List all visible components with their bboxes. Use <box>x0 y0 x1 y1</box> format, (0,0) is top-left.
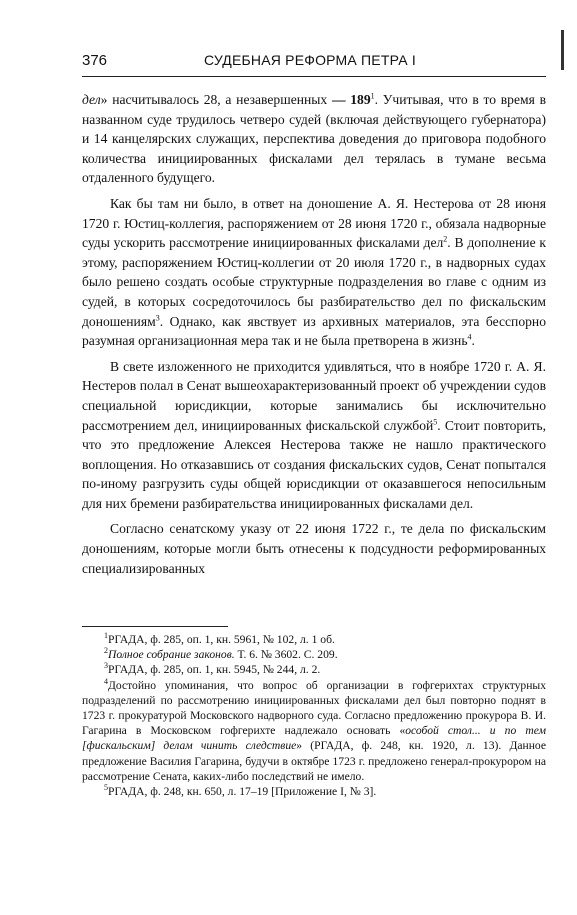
text-run: В свете изложенного не приходится удивляться, что в ноябре 1720 г. А. Я. Нестеров полал в Сенат вышеохарактеризованный проект об учреждении судов специальной юрисдикции, которые занимались бы исключительно рассмотрением дел, инициированных фискальской службой <box>82 358 546 433</box>
footnote-source-title: Полное собрание законов. <box>108 648 235 662</box>
footnote-ref: 2 <box>443 234 448 244</box>
footnote-text: РГАДА, ф. 248, кн. 650, л. 17–19 [Приложение I, № 3]. <box>108 785 377 799</box>
paragraph-4 <box>82 519 546 578</box>
paragraph-2 <box>82 194 546 351</box>
scan-edge-mark <box>561 30 564 70</box>
footnote-3 <box>82 662 546 677</box>
text-run: . Однако, как явствует из архивных материалов, эта бесспорно разумная организационная мера так и не была претворена в жизнь <box>82 313 546 349</box>
footnote-1 <box>82 632 546 647</box>
running-title: СУДЕБНАЯ РЕФОРМА ПЕТРА I <box>204 52 416 68</box>
header-rule <box>82 76 546 77</box>
text-run: . Учитывая, что в то время в названном суде трудилось четверо судей (включая действующего губернатора) и 14 канцелярских служащих, перспектива доведения до приговора подобного количества инициированных фискалами дел терялась в тумане весьма отдаленного будущего. <box>82 92 547 186</box>
footnote-5 <box>82 784 546 799</box>
text-run: . Стоит повторить, что это предложение Алексея Нестерова также не нашло практического воплощения. Но отказавшись от создания фискальских судов, Сенат попытался по-иному разгрузить суды общей юрисдикции от оказавшегося непосильным для них бремени разбирательства инициированных фискалами дел. <box>82 417 546 511</box>
paragraph-1 <box>82 90 546 188</box>
footnote-text: » (РГАДА, ф. 248, кн. 1920, л. 13). Данное предложение Василия Гагарина, будучи в октябре 1723 г. предложено генерал-прокурором на рассмотрение Сената, каких-либо последствий не имело. <box>82 739 546 783</box>
paragraph-3 <box>82 357 546 514</box>
footnote-ref: 4 <box>467 332 472 342</box>
footnote-ref: 5 <box>433 416 438 426</box>
footnote-2 <box>82 647 546 662</box>
footnote-ref: 1 <box>370 91 375 101</box>
footnote-mark: 2 <box>104 646 108 656</box>
footnote-ref: 3 <box>155 313 160 322</box>
footnote-text: Достойно упоминания, что вопрос об организации в гофгерихтах структурных подразделений по рассмотрению инициированных фискалами дел был повторно поднят в 1723 г. прокуратурой Московского надворного суда. Согласно предложению прокурора В. И. Гагарина в Московском гофгерихте надлежало основать « <box>82 678 546 738</box>
footnote-text: РГАДА, ф. 285, оп. 1, кн. 5945, № 244, л. 2. <box>108 663 321 677</box>
text-run: дел <box>82 92 101 107</box>
footnote-mark: 4 <box>104 676 108 686</box>
footnote-mark: 5 <box>104 783 108 793</box>
text-run: . <box>471 333 475 349</box>
footnote-mark: 3 <box>104 661 108 671</box>
text-run: » насчитывалось 28, а незавершенных <box>100 92 332 107</box>
text-run: Как бы там ни было, в ответ на доношение А. Я. Нестерова от 28 июня 1720 г. Юстиц-коллегия, распоряжением от 28 июня 1720 г., обязала надворные суды ускорить рассмотрение инициированных фискалами дел <box>82 195 546 251</box>
footnote-rule <box>82 626 228 627</box>
footnote-text: РГАДА, ф. 285, оп. 1, кн. 5961, № 102, л. 1 об. <box>108 633 335 646</box>
footnote-quote: особой стол... и по тем [фискальским] делам чинить следствие <box>82 724 546 753</box>
footnote-mark: 1 <box>104 631 108 641</box>
page-number: 376 <box>82 52 108 69</box>
footnote-text: Т. 6. № 3602. С. 209. <box>234 648 338 662</box>
text-run: Согласно сенатскому указу от 22 июня 1722 г., те дела по фискальским доношениям, которые могли быть отнесены к подсудности реформированных специализированных <box>82 521 546 576</box>
footnotes <box>82 632 546 799</box>
text-run: . В дополнение к этому, распоряжением Юстиц-коллегии от 20 июля 1720 г., в надворных судах было решено создать особые структурные подразделения во главе с одним из судей, в которых сосредоточилось бы разбирательство дел по фискальским доношениям <box>82 235 546 329</box>
footnote-4 <box>82 678 546 784</box>
main-text <box>82 90 546 584</box>
running-header <box>82 52 546 76</box>
text-run: — 189 <box>331 92 371 107</box>
